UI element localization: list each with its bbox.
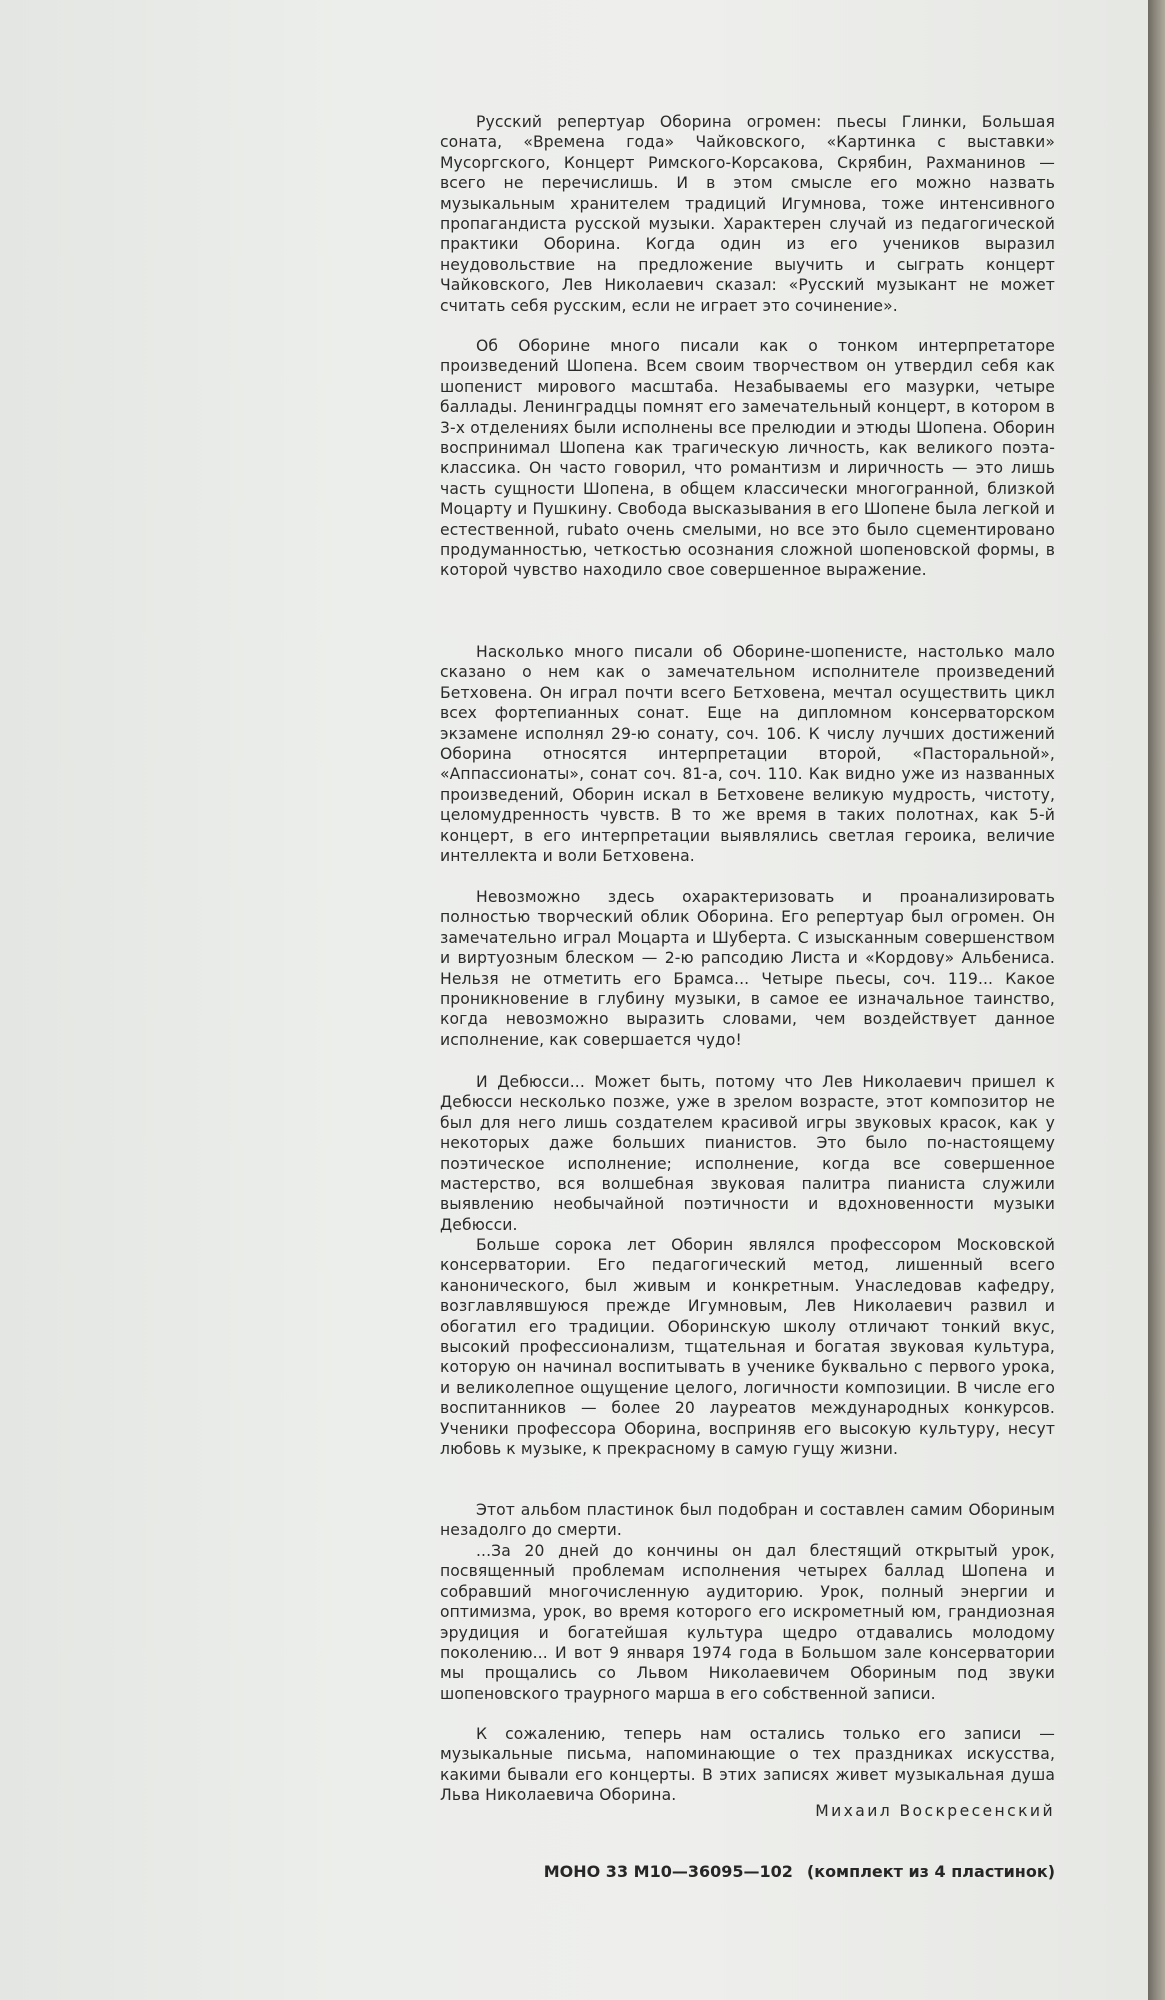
paragraph-repertoire: Невозможно здесь охарактеризовать и проанализировать полностью творческий облик Оборина. Его репертуар был огромен. Он замечательно играл Моцарта и Шуберта. С изысканным совершенством и виртуозным блеском — 2-ю рапсодию Листа и «Кордову» Альбениса. Нельзя не отметить его Брамса... Четыре пьесы, соч. 119... Какое проникновение в глубину музыки, в самое ее изначальное таинство, когда невозможно выразить словами, чем воздействует данное исполнение, как совершается чудо! <box>440 888 1055 1049</box>
paragraph-debussy: И Дебюсси... Может быть, потому что Лев Николаевич пришел к Дебюсси несколько позже, уже в зрелом возрасте, этот композитор не был для него лишь создателем красивой игры звуковых красок, как у некоторых даже больших пианистов. Это было по-настоящему поэтическое исполнение; исполнение, когда все совершенное мастерство, вся волшебная звуковая палитра пианиста служили выявлению необычайной поэтичности и вдохновенности музыки Дебюсси. <box>440 1073 1055 1234</box>
paragraph-last-lesson: ...За 20 дней до кончины он дал блестящий открытый урок, посвященный проблемам исполнения четырех баллад Шопена и собравший многочисленную аудиторию. Урок, полный энергии и оптимизма, урок, во время которого его искрометный юм, грандиозная эрудиция и богатейшая культура щедро отдавались молодому поколению... И вот 9 января 1974 года в Большом зале консерватории мы прощались со Львом Николаевичем Обориным под звуки шопеновского траурного марша в его собственной записи. <box>440 1542 1055 1703</box>
paragraph-chopin: Об Оборине много писали как о тонком интерпретаторе произведений Шопена. Всем своим творчеством он утвердил себя как шопенист мирового масштаба. Незабываемы его мазурки, четыре баллады. Ленинградцы помнят его замечательный концерт, в котором в 3-х отделениях были исполнены все прелюдии и этюды Шопена. Оборин воспринимал Шопена как трагическую личность, как великого поэта-классика. Он часто говорил, что романтизм и лиричность — это лишь часть сущности Шопена, в общем классически многогранной, близкой Моцарту и Пушкину. Свобода высказывания в его Шопене была легкой и естественной, rubato очень смелыми, но все это было сцементировано продуманностью, четкостью осознания сложной шопеновской формы, в которой чувство находило свое совершенное выражение. <box>440 337 1055 580</box>
paragraph-recordings: К сожалению, теперь нам остались только его записи — музыкальные письма, напоминающие о тех праздниках искусства, какими бывали его концерты. В этих записях живет музыкальная душа Льва Николаевича Оборина. <box>440 1725 1055 1805</box>
catalog-number: МОНО 33 М10—36095—102 <box>543 1862 793 1881</box>
paragraph-russian-repertoire: Русский репертуар Оборина огромен: пьесы Глинки, Большая соната, «Времена года» Чайковского, «Картинка с выставки» Мусоргского, Концерт Римского-Корсакова, Скрябин, Рахманинов — всего не перечислишь. И в этом смысле его можно назвать музыкальным хранителем традиций Игумнова, тоже интенсивного пропагандиста русской музыки. Характерен случай из педагогической практики Оборина. Когда один из его учеников выразил неудовольствие на предложение выучить и сыграть концерт Чайковского, Лев Николаевич сказал: «Русский музыкант не может считать себя русским, если не играет это сочинение». <box>440 113 1055 315</box>
author-signature: Михаил Воскресенский <box>815 1802 1055 1820</box>
set-note: (комплект из 4 пластинок) <box>806 1862 1055 1881</box>
paragraph-album: Этот альбом пластинок был подобран и составлен самим Обориным незадолго до смерти. <box>440 1501 1055 1540</box>
paragraph-professorship: Больше сорока лет Оборин являлся профессором Московской консерватории. Его педагогический метод, лишенный всего канонического, был живым и конкретным. Унаследовав кафедру, возглавлявшуюся прежде Игумновым, Лев Николаевич развил и обогатил его традиции. Оборинскую школу отличают тонкий вкус, высокий профессионализм, тщательная и богатая звуковая культура, которую он начинал воспитывать в ученике буквально с первого урока, и великолепное ощущение целого, логичности композиции. В числе его воспитанников — более 20 лауреатов международных конкурсов. Ученики профессора Оборина, восприняв его высокую культуру, несут любовь к музыке, к прекрасному в самую гущу жизни. <box>440 1236 1055 1459</box>
sleeve-edge <box>1148 0 1165 2000</box>
catalog-line <box>440 1862 1055 1881</box>
paragraph-beethoven: Насколько много писали об Оборине-шопенисте, настолько мало сказано о нем как о замечательном исполнителе произведений Бетховена. Он играл почти всего Бетховена, мечтал осуществить цикл всех фортепианных сонат. Еще на дипломном консерваторском экзамене исполнял 29-ю сонату, соч. 106. К числу лучших достижений Оборина относятся интерпретации второй, «Пасторальной», «Аппассионаты», сонат соч. 81-а, соч. 110. Как видно уже из названных произведений, Оборин искал в Бетховене великую мудрость, чистоту, целомудренность чувств. В то же время в таких полотнах, как 5-й концерт, в его интерпретации выявлялись светлая героика, величие интеллекта и воли Бетховена. <box>440 643 1055 866</box>
article-body <box>440 112 1055 1805</box>
